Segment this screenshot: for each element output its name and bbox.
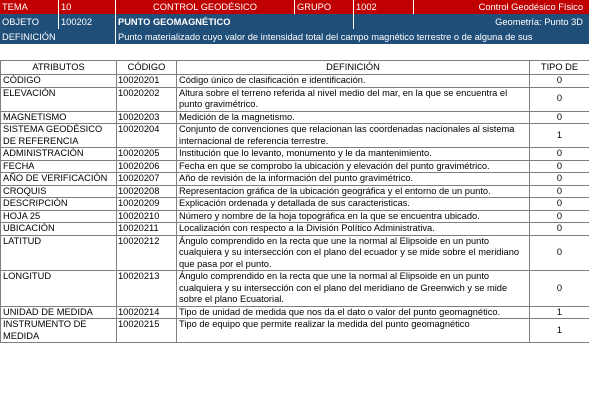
table-row xyxy=(1,306,589,319)
attribute-code-cell: 10020215 xyxy=(117,319,177,343)
table-row xyxy=(1,271,589,307)
attribute-definition-cell: Institución que lo levanto, monumento y le da mantenimiento. xyxy=(177,148,530,161)
attribute-code-cell: 10020206 xyxy=(117,160,177,173)
attribute-definition-cell: Año de revisión de la información del punto gravimétrico. xyxy=(177,173,530,186)
table-body xyxy=(1,75,589,343)
attribute-code-cell: 10020203 xyxy=(117,111,177,124)
tema-value: 10 xyxy=(59,0,116,14)
attribute-code-cell: 10020201 xyxy=(117,75,177,88)
attribute-name-cell: ELEVACIÓN xyxy=(1,87,117,111)
attribute-name-cell: LONGITUD xyxy=(1,271,117,307)
grupo-value: 1002 xyxy=(354,0,414,14)
attribute-type-cell: 0 xyxy=(530,75,589,88)
attribute-definition-cell: Altura sobre el terreno referida al nivel medio del mar, en la que se encuentra el punto gravimétrico. xyxy=(177,87,530,111)
table-row xyxy=(1,111,589,124)
table-row xyxy=(1,173,589,186)
attribute-name-cell: ADMINISTRACIÓN xyxy=(1,148,117,161)
attribute-type-cell: 0 xyxy=(530,271,589,307)
table-row xyxy=(1,75,589,88)
attribute-code-cell: 10020213 xyxy=(117,271,177,307)
attribute-name-cell: UBICACIÓN xyxy=(1,223,117,236)
definicion-text: Punto materializado cuyo valor de intensidad total del campo magnético terrestre o de alguna de sus xyxy=(118,31,533,42)
attribute-code-cell: 10020207 xyxy=(117,173,177,186)
attribute-name-cell: FECHA xyxy=(1,160,117,173)
column-header-atributos: ATRIBUTOS xyxy=(1,61,117,75)
table-row xyxy=(1,223,589,236)
attribute-type-cell: 0 xyxy=(530,198,589,211)
grupo-name: Control Geodésico Físico xyxy=(478,2,583,12)
attribute-type-cell: 0 xyxy=(530,235,589,271)
attribute-definition-cell: Ángulo comprendido en la recta que une la normal al Elipsoide en un punto cualquiera y su intersección con el plano del ecuador y se mide sobre el meridiano que pasa por el punto. xyxy=(177,235,530,271)
attribute-type-cell: 0 xyxy=(530,87,589,111)
objeto-name: PUNTO GEOMAGNÉTICO xyxy=(116,14,354,29)
attribute-type-cell: 0 xyxy=(530,185,589,198)
attribute-definition-cell: Número y nombre de la hoja topográfica en la que se encuentra ubicado. xyxy=(177,210,530,223)
attribute-type-cell: 1 xyxy=(530,319,589,343)
attribute-code-cell: 10020205 xyxy=(117,148,177,161)
column-header-tipo: TIPO DE xyxy=(530,61,589,75)
attribute-definition-cell: Tipo de unidad de medida que nos da el dato o valor del punto geomagnético. xyxy=(177,306,530,319)
attribute-definition-cell: Fecha en que se comprobo la ubicación y elevación del punto gravimétrico. xyxy=(177,160,530,173)
attribute-name-cell: DESCRIPCIÓN xyxy=(1,198,117,211)
table-row xyxy=(1,185,589,198)
attribute-type-cell: 0 xyxy=(530,111,589,124)
attribute-definition-cell: Localización con respecto a la División Político Administrativa. xyxy=(177,223,530,236)
attribute-type-cell: 0 xyxy=(530,173,589,186)
column-header-definicion: DEFINICIÓN xyxy=(177,61,530,75)
header-row-tema xyxy=(0,0,589,14)
attributes-table xyxy=(0,60,589,343)
attribute-type-cell: 0 xyxy=(530,223,589,236)
attribute-definition-cell: Medición de la magnetismo. xyxy=(177,111,530,124)
attribute-name-cell: HOJA 25 xyxy=(1,210,117,223)
tema-label: TEMA xyxy=(0,0,59,14)
geometria: Geometría: Punto 3D xyxy=(495,16,583,27)
attribute-definition-cell: Explicación ordenada y detallada de sus caracteristicas. xyxy=(177,198,530,211)
table-header-row xyxy=(1,61,589,75)
table-row xyxy=(1,160,589,173)
header-row-definicion xyxy=(0,29,589,44)
table-row xyxy=(1,319,589,343)
attribute-type-cell: 0 xyxy=(530,210,589,223)
attribute-definition-cell: Ángulo comprendido en la recta que une la normal al Elipsoide en un punto cualquiera y su intersección con el plano del meridiano de Greenwich y se mide sobre el plano Ecuatorial. xyxy=(177,271,530,307)
attribute-code-cell: 10020208 xyxy=(117,185,177,198)
column-header-codigo: CÓDIGO xyxy=(117,61,177,75)
attribute-type-cell: 0 xyxy=(530,160,589,173)
attribute-type-cell: 1 xyxy=(530,124,589,148)
attribute-type-cell: 1 xyxy=(530,306,589,319)
table-row xyxy=(1,210,589,223)
objeto-code: 100202 xyxy=(59,14,116,29)
attribute-name-cell: AÑO DE VERIFICACIÓN xyxy=(1,173,117,186)
attribute-code-cell: 10020204 xyxy=(117,124,177,148)
header-row-objeto xyxy=(0,14,589,29)
table-row xyxy=(1,148,589,161)
attribute-code-cell: 10020212 xyxy=(117,235,177,271)
attribute-code-cell: 10020202 xyxy=(117,87,177,111)
definicion-label: DEFINICIÓN xyxy=(0,29,116,44)
attribute-name-cell: UNIDAD DE MEDIDA xyxy=(1,306,117,319)
attribute-code-cell: 10020211 xyxy=(117,223,177,236)
attribute-code-cell: 10020209 xyxy=(117,198,177,211)
table-row xyxy=(1,87,589,111)
attribute-name-cell: CROQUIS xyxy=(1,185,117,198)
table-row xyxy=(1,235,589,271)
table-row xyxy=(1,198,589,211)
objeto-label: OBJETO xyxy=(0,14,59,29)
attribute-definition-cell: Conjunto de convenciones que relacionan las coordenadas nacionales al sistema internacional de referencia terrestre. xyxy=(177,124,530,148)
attribute-code-cell: 10020214 xyxy=(117,306,177,319)
attribute-name-cell: SISTEMA GEODÉSICO DE REFERENCIA xyxy=(1,124,117,148)
attribute-definition-cell: Código único de clasificación e identificación. xyxy=(177,75,530,88)
attribute-name-cell: CÓDIGO xyxy=(1,75,117,88)
attribute-definition-cell: Tipo de equipo que permite realizar la medida del punto geomagnético xyxy=(177,319,530,343)
table-row xyxy=(1,124,589,148)
attribute-type-cell: 0 xyxy=(530,148,589,161)
attribute-code-cell: 10020210 xyxy=(117,210,177,223)
tema-name: CONTROL GEODÉSICO xyxy=(116,0,295,14)
attribute-name-cell: INSTRUMENTO DE MEDIDA xyxy=(1,319,117,343)
attribute-name-cell: MAGNETISMO xyxy=(1,111,117,124)
grupo-label: GRUPO xyxy=(295,0,354,14)
attribute-definition-cell: Representacion gráfica de la ubicación geográfica y el entorno de un punto. xyxy=(177,185,530,198)
attribute-name-cell: LATITUD xyxy=(1,235,117,271)
